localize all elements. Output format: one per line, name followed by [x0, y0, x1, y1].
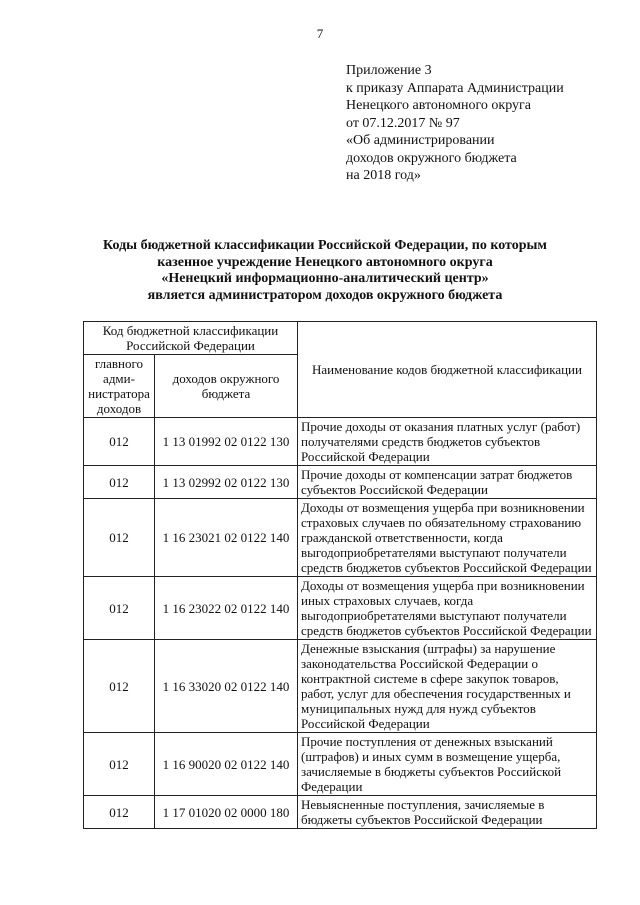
header-kbk-group: Код бюджетной классификации Российской Федерации — [84, 322, 298, 355]
appendix-line: Ненецкого автономного округа — [346, 98, 531, 113]
cell-admin: 012 — [84, 796, 155, 829]
appendix-line: на 2018 год» — [346, 168, 421, 183]
cell-admin: 012 — [84, 499, 155, 577]
title-line: Коды бюджетной классификации Российской Федерации, по которым — [103, 238, 547, 253]
cell-name: Доходы от возмещения ущерба при возникновении страховых случаев по обязательному страхованию гражданской ответственности, когда выгодоприобретателями выступают получатели средств бюджетов субъектов Российской Федерации — [298, 499, 597, 577]
budget-codes-table — [83, 321, 597, 829]
cell-code: 1 13 02992 02 0122 130 — [155, 466, 298, 499]
table-row — [84, 733, 597, 796]
title-line: казенное учреждение Ненецкого автономного округа — [157, 254, 493, 270]
appendix-line: к приказу Аппарата Администрации — [346, 80, 564, 96]
table-row — [84, 577, 597, 640]
cell-name: Невыясненные поступления, зачисляемые в бюджеты субъектов Российской Федерации — [298, 796, 597, 829]
table-row — [84, 466, 597, 499]
document-title — [60, 238, 590, 304]
cell-code: 1 16 33020 02 0122 140 — [155, 640, 298, 733]
cell-admin: 012 — [84, 418, 155, 466]
title-line: «Ненецкий информационно-аналитический центр» — [161, 271, 489, 286]
cell-code: 1 13 01992 02 0122 130 — [155, 418, 298, 466]
table-row — [84, 640, 597, 733]
cell-code: 1 16 90020 02 0122 140 — [155, 733, 298, 796]
cell-admin: 012 — [84, 733, 155, 796]
table-row — [84, 418, 597, 466]
cell-admin: 012 — [84, 640, 155, 733]
appendix-line: «Об администрировании — [346, 133, 495, 148]
title-line: является администратором доходов окружного бюджета — [147, 287, 503, 303]
appendix-line: от 07.12.2017 № 97 — [346, 115, 460, 131]
cell-name: Доходы от возмещения ущерба при возникновении иных страховых случаев, когда выгодоприобретателями выступают получатели средств бюджетов субъектов Российской Федерации — [298, 577, 597, 640]
cell-name: Прочие поступления от денежных взысканий (штрафов) и иных сумм в возмещение ущерба, зачисляемые в бюджеты субъектов Российской Федерации — [298, 733, 597, 796]
appendix-block — [346, 62, 564, 185]
table-row — [84, 796, 597, 829]
table-row — [84, 499, 597, 577]
cell-admin: 012 — [84, 577, 155, 640]
cell-name: Прочие доходы от оказания платных услуг (работ) получателями средств бюджетов субъектов Российской Федерации — [298, 418, 597, 466]
header-code: доходов окружного бюджета — [155, 355, 298, 418]
header-admin: главного адми-нистратора доходов — [84, 355, 155, 418]
cell-code: 1 16 23021 02 0122 140 — [155, 499, 298, 577]
page-number: 7 — [316, 26, 324, 41]
cell-admin: 012 — [84, 466, 155, 499]
cell-name: Денежные взыскания (штрафы) за нарушение законодательства Российской Федерации о контрактной системе в сфере закупок товаров, работ, услуг для обеспечения государственных и муниципальных нужд для нужд субъектов Российской Федерации — [298, 640, 597, 733]
cell-name: Прочие доходы от компенсации затрат бюджетов субъектов Российской Федерации — [298, 466, 597, 499]
table-header-row — [84, 322, 597, 355]
header-name: Наименование кодов бюджетной классификации — [298, 322, 597, 418]
cell-code: 1 16 23022 02 0122 140 — [155, 577, 298, 640]
appendix-line: доходов окружного бюджета — [346, 150, 517, 166]
cell-code: 1 17 01020 02 0000 180 — [155, 796, 298, 829]
appendix-line: Приложение 3 — [346, 63, 432, 78]
